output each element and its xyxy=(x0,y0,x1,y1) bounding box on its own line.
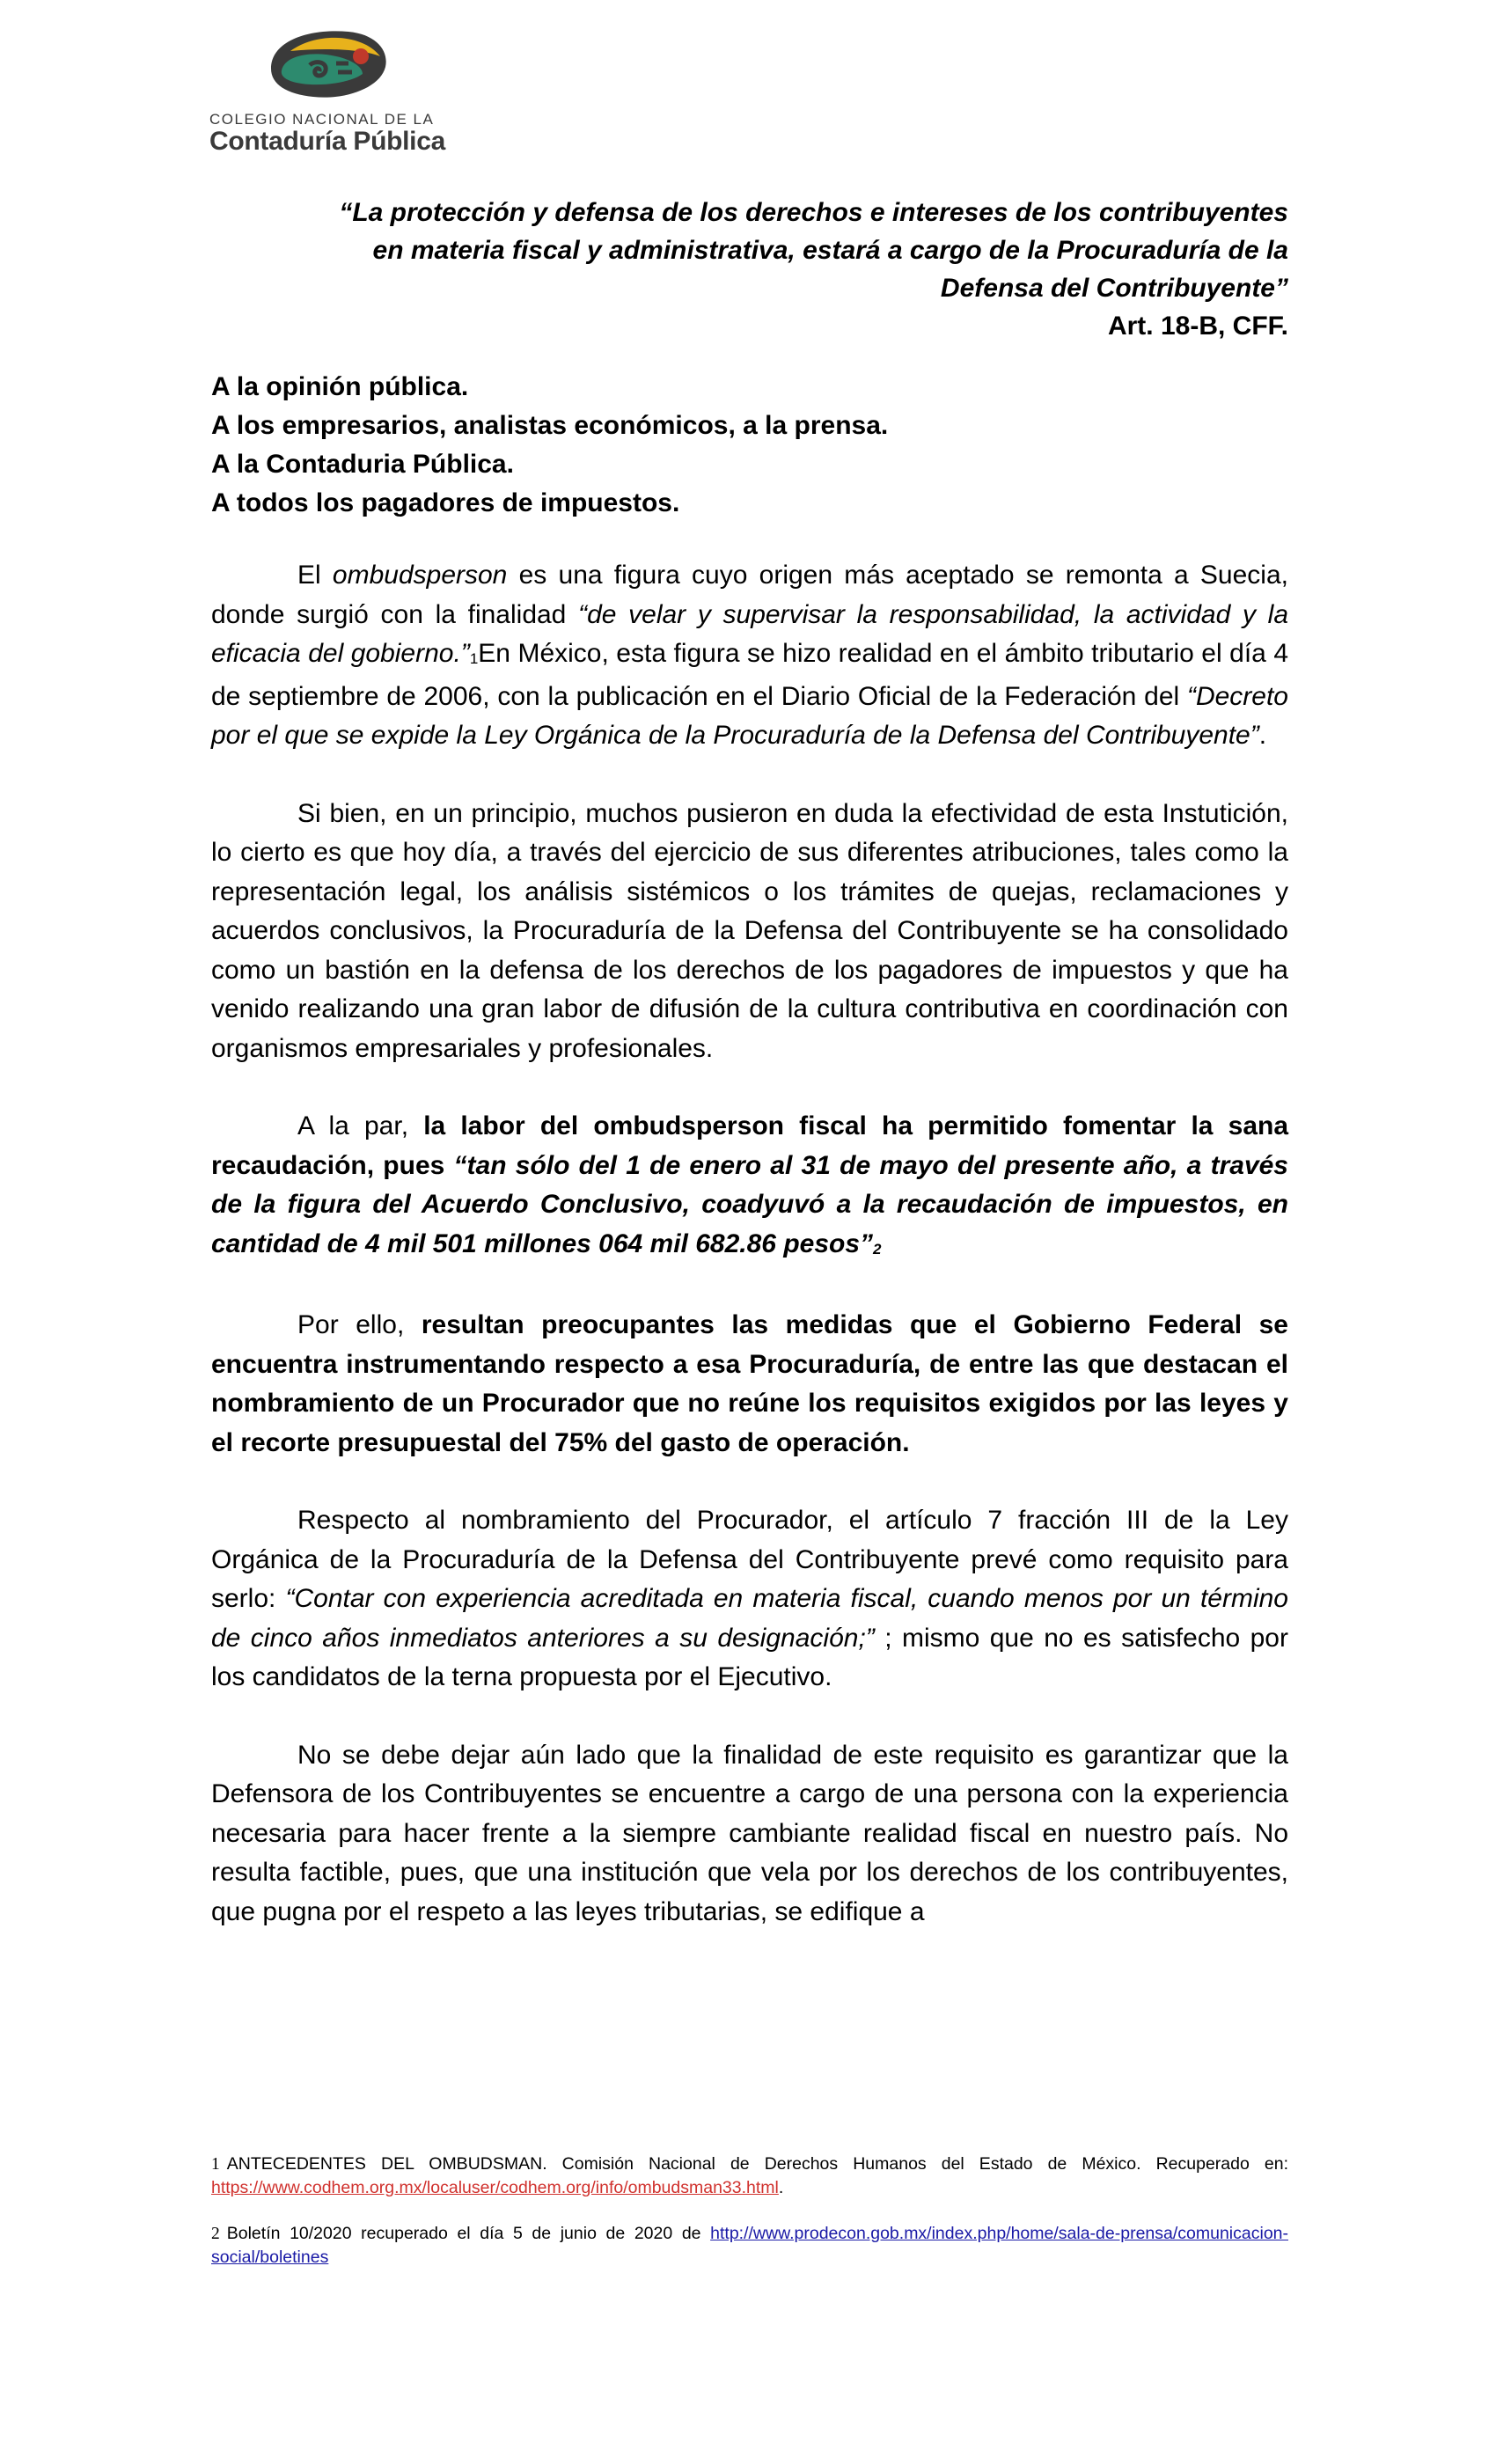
italic-quote: “Decreto por el que se expide la Ley Orgánica de la Procuraduría de la Defensa del Contribuyente” xyxy=(211,681,1288,750)
italic-term: ombudsperson xyxy=(332,561,508,590)
paragraph-3 xyxy=(211,1107,1288,1267)
paragraph-1 xyxy=(211,556,1288,756)
footnote-1 xyxy=(211,2152,1288,2199)
footnote-link[interactable]: https://www.codhem.org.mx/localuser/codhem.org/info/ombudsman33.html xyxy=(211,2178,779,2197)
logo xyxy=(209,25,447,157)
text-run: ; mismo que no es satisfecho por los candidatos de la terna propuesta por el Ejecutivo. xyxy=(211,1623,1288,1691)
paragraph-2: Si bien, en un principio, muchos pusieron en duda la efectividad de esta Instutición, lo cierto es que hoy día, a través del ejercicio de sus diferentes atribuciones, tales como la representación legal, los análisis sistémicos o los trámites de quejas, reclamaciones y acuerdos conclusivos, la Procuraduría de la Defensa del Contribuyente se ha consolidado como un bastión en la defensa de los derechos de los pagadores de impuestos y que ha venido realizando una gran labor de difusión de la cultura contributiva en coordinación con organismos empresariales y profesionales. xyxy=(211,798,1288,1063)
footnote-2 xyxy=(211,2222,1288,2269)
text-run: Respecto al nombramiento del Procurador, el artículo 7 fracción III de la Ley Orgánica de la Procuraduría de la Defensa del Contribuyente prevé como requisito para serlo: xyxy=(211,1506,1288,1613)
text-run: El xyxy=(297,561,333,590)
footnote-text: . xyxy=(778,2178,784,2197)
text-run: A la par, xyxy=(297,1111,424,1140)
paragraph-4 xyxy=(211,1306,1288,1463)
salutation-line: A la Contaduria Pública. xyxy=(211,450,514,479)
text-run: es una figura cuyo origen más aceptado se remonta a Suecia, donde surgió con la finalidad xyxy=(211,561,1288,629)
footnote-ref[interactable]: 2 xyxy=(873,1240,882,1258)
logo-line1: COLEGIO NACIONAL DE LA xyxy=(209,111,435,128)
colegio-logo-icon xyxy=(264,25,392,104)
text-run: . xyxy=(1258,721,1267,750)
salutation xyxy=(211,368,888,523)
bold-italic-quote: “tan sólo del 1 de enero al 31 de mayo del presente año, a través de la figura del Acuerdo Conclusivo, coadyuvó a la recaudación de impuestos, en cantidad de 4 mil 501 millones 064 mil 682.86 pesos” xyxy=(211,1150,1288,1258)
epigraph-reference: Art. 18-B, CFF. xyxy=(1107,312,1288,341)
italic-quote: “Contar con experiencia acreditada en materia fiscal, cuando menos por un término de cinco años inmediatos anteriores a su designación;” xyxy=(211,1584,1288,1653)
body-text xyxy=(211,556,1288,1970)
paragraph-6: No se debe dejar aún lado que la finalidad de este requisito es garantizar que la Defensora de los Contribuyentes se encuentre a cargo de una persona con la experiencia necesaria para hacer frente a la siempre cambiante realidad fiscal en nuestro país. No resulta factible, pues, que una institución que vela por los derechos de los contribuyentes, que pugna por el respeto a las leyes tributarias, se edifique a xyxy=(211,1740,1288,1926)
footnote-link[interactable]: http://www.prodecon.gob.mx/index.php/home/sala-de-prensa/comunicacion-social/boletines xyxy=(211,2224,1288,2267)
epigraph-line: Defensa del Contribuyente” xyxy=(940,274,1288,303)
salutation-line: A la opinión pública. xyxy=(211,372,469,401)
text-run: Por ello, xyxy=(297,1310,422,1339)
text-run: En México, esta figura se hizo realidad en el ámbito tributario el día 4 de septiembre de 2006, con la publicación en el Diario Oficial de la Federación del xyxy=(211,639,1289,711)
paragraph-5 xyxy=(211,1501,1288,1698)
epigraph xyxy=(211,194,1288,345)
epigraph-line: en materia fiscal y administrativa, estará a cargo de la Procuraduría de la xyxy=(372,236,1288,265)
footnote-number: 2 xyxy=(211,2225,220,2243)
footnote-text: ANTECEDENTES DEL OMBUDSMAN. Comisión Nacional de Derechos Humanos del Estado de México. Recuperado en: xyxy=(226,2154,1288,2174)
italic-quote: “de velar y supervisar la responsabilidad, la actividad y la eficacia del gobierno.” xyxy=(211,599,1289,668)
footnotes xyxy=(211,2152,1288,2292)
salutation-line: A todos los pagadores de impuestos. xyxy=(211,488,680,517)
salutation-line: A los empresarios, analistas económicos, a la prensa. xyxy=(211,411,889,440)
bold-run: resultan preocupantes las medidas que el Gobierno Federal se encuentra instrumentando respecto a esa Procuraduría, de entre las que destacan el nombramiento de un Procurador que no reúne los requisitos exigidos por las leyes y el recorte presupuestal del 75% del gasto de operación. xyxy=(211,1310,1288,1457)
footnote-ref[interactable]: 1 xyxy=(469,650,479,667)
footnote-text: Boletín 10/2020 recuperado el día 5 de junio de 2020 de xyxy=(226,2224,711,2243)
bold-run: la labor del ombudsperson fiscal ha permitido fomentar la sana recaudación, pues xyxy=(211,1111,1289,1180)
logo-line2: Contaduría Pública xyxy=(209,127,445,156)
footnote-number: 1 xyxy=(211,2155,220,2174)
epigraph-line: “La protección y defensa de los derechos e intereses de los contribuyentes xyxy=(339,198,1288,227)
